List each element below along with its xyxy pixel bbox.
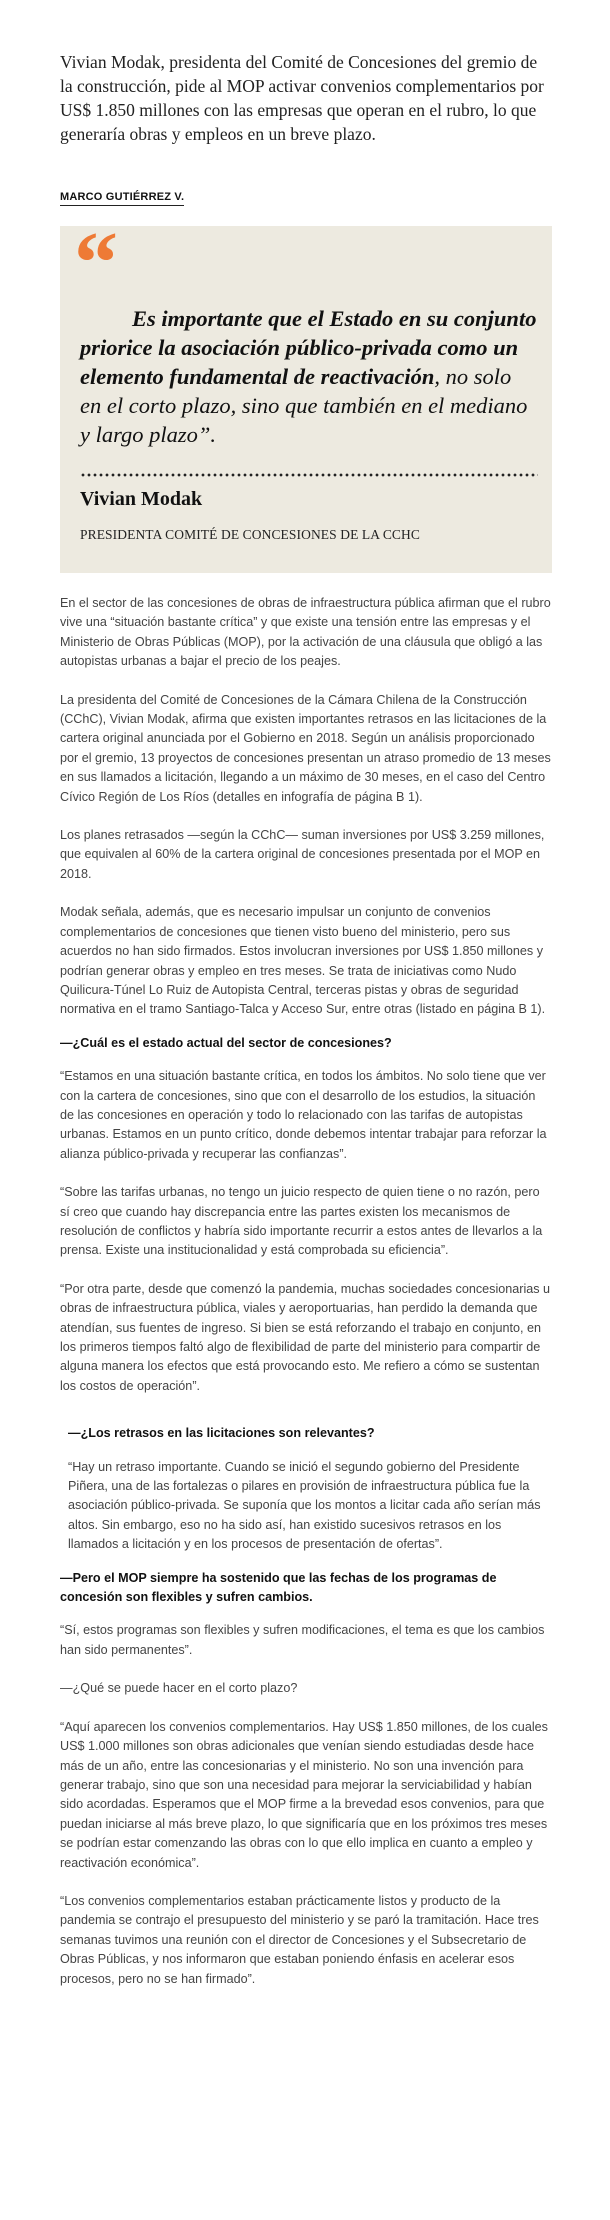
paragraph: Modak señala, además, que es necesario impulsar un conjunto de convenios complementarios de concesiones que tienen visto bueno del ministerio, pero sus acuerdos no han sido firmados. Estos involucran inversiones por US$ 1.850 millones y podrían generar obras y empleo en tres meses. Se trata de iniciativas como Nudo Quilicura-Túnel Lo Ruiz de Autopista Central, terceras pistas y obras de seguridad normativa en el tramo Santiago-Talca y Acceso Sur, entre otras (listado en página B 1).: [60, 905, 546, 1017]
interview-question: —Pero el MOP siempre ha sostenido que las fechas de los programas de concesión son flexibles y sufren cambios.: [60, 1570, 497, 1605]
interview-answer: “Hay un retraso importante. Cuando se inició el segundo gobierno del Presidente Piñera, una de las fortalezas o pilares en provisión de infraestructura pública fue la asociación público-privada. Se suponía que los montos a licitar cada año serían más altos. Sin embargo, eso no ha sido así, han existido sucesivos retrasos en los llamados a licitación y en los procesos de presentación de ofertas”.: [68, 1459, 541, 1552]
pull-quote-role: PRESIDENTA COMITÉ DE CONCESIONES DE LA CCHC: [80, 527, 420, 542]
interview-answer: “Aquí aparecen los convenios complementarios. Hay US$ 1.850 millones, de los cuales US$ 1.000 millones son obras adicionales que venían siendo estudiadas desde hace más de un año, entre las concesionarias y el ministerio. No son una invención para generar trabajo, sino que son una necesidad para mejorar la serviciabilidad y habían sido acordadas. Esperamos que el MOP firme a la brevedad esos convenios, para que puedan iniciarse al más breve plazo, lo que significaría que en los próximos tres meses se podrían estar comenzando las obras con lo que ello implica en cuanto a empleo y reactivación económica”.: [60, 1719, 548, 1870]
author-byline[interactable]: MARCO GUTIÉRREZ V.: [60, 191, 184, 206]
pull-quote-text: [80, 304, 538, 449]
interview-question: —¿Los retrasos en las licitaciones son relevantes?: [68, 1426, 375, 1441]
quote-mark-icon: “: [74, 215, 118, 312]
pull-quote-author: Vivian Modak: [80, 488, 203, 510]
interview-answer: “Por otra parte, desde que comenzó la pandemia, muchas sociedades concesionarias u obras de infraestructura pública, viales y aeroportuarias, han perdido la demanda que atendían, sus fuentes de ingreso. Si bien se está reforzando el trabajo en conjunto, en los primeros tiempos faltó algo de flexibilidad de parte del ministerio para compartir de alguna manera los efectos que está provocando esto. Me refiero a cómo se sustentan los costos de operación”.: [60, 1281, 551, 1393]
article-lede: Vivian Modak, presidenta del Comité de Concesiones del gremio de la construcción, pide al MOP activar convenios complementarios por US$ 1.850 millones con las empresas que operan en el rubro, lo que generaría obras y empleos en un breve plazo.: [60, 52, 544, 144]
interview-question: —¿Qué se puede hacer en el corto plazo?: [60, 1681, 298, 1696]
interview-answer: “Sobre las tarifas urbanas, no tengo un juicio respecto de quien tiene o no razón, pero sí creo que cuando hay discrepancia entre las partes existen los mecanismos de resolución de conflictos y habría sido importante recurrir a estos antes de llevarlos a la prensa. Existe una institucionalidad y está comprobada su eficiencia”.: [60, 1185, 543, 1258]
article-body: [60, 594, 552, 1989]
pull-quote-box: [60, 215, 552, 573]
dotted-divider: [80, 473, 538, 477]
interview-answer: “Sí, estos programas son flexibles y sufren modificaciones, el tema es que los cambios han sido permanentes”.: [60, 1623, 545, 1657]
pull-quote-bold: Es importante que el Estado en su conjunto priorice la asociación público-privada como un elemento fundamental de reactivación: [80, 306, 537, 389]
pull-quote-rest: , no solo en el corto plazo, sino que también en el mediano y largo plazo”.: [80, 364, 528, 447]
paragraph: La presidenta del Comité de Concesiones de la Cámara Chilena de la Construcción (CChC), Vivian Modak, afirma que existen importantes retrasos en las licitaciones de la cartera original anunciada por el Gobierno en 2018. Según un análisis proporcionado por el gremio, 13 proyectos de concesiones presentan un atraso promedio de 13 meses en sus llamados a licitación, llegando a un máximo de 30 meses, en el caso del Centro Cívico Región de Los Ríos (detalles en infografía de página B 1).: [60, 692, 551, 804]
paragraph: En el sector de las concesiones de obras de infraestructura pública afirman que el rubro vive una “situación bastante crítica” y que existe una tensión entre las empresas y el Ministerio de Obras Públicas (MOP), por la activación de una cláusula que obligó a las autopistas urbanas a bajar el precio de los peajes.: [60, 596, 551, 669]
interview-answer: “Los convenios complementarios estaban prácticamente listos y producto de la pandemia se contrajo el presupuesto del ministerio y se paró la tramitación. Hace tres semanas tuvimos una reunión con el director de Concesiones y el Subsecretario de Obras Públicas, y nos informaron que estaban poniendo énfasis en acelerar esos procesos, pero no se han firmado”.: [60, 1893, 539, 1986]
interview-question: —¿Cuál es el estado actual del sector de concesiones?: [60, 1035, 392, 1050]
interview-answer: “Estamos en una situación bastante crítica, en todos los ámbitos. No solo tiene que ver con la cartera de concesiones, sino que con el desarrollo de los estudios, la situación de las concesiones en operación y todo lo relacionado con las tarifas de autopistas urbanas. Estamos en un punto crítico, donde debemos intentar trabajar para reforzar la alianza público-privada y recuperar las confianzas”.: [60, 1069, 547, 1161]
paragraph: Los planes retrasados —según la CChC— suman inversiones por US$ 3.259 millones, que equivalen al 60% de la cartera original de concesiones presentada por el MOP en 2018.: [60, 828, 545, 881]
